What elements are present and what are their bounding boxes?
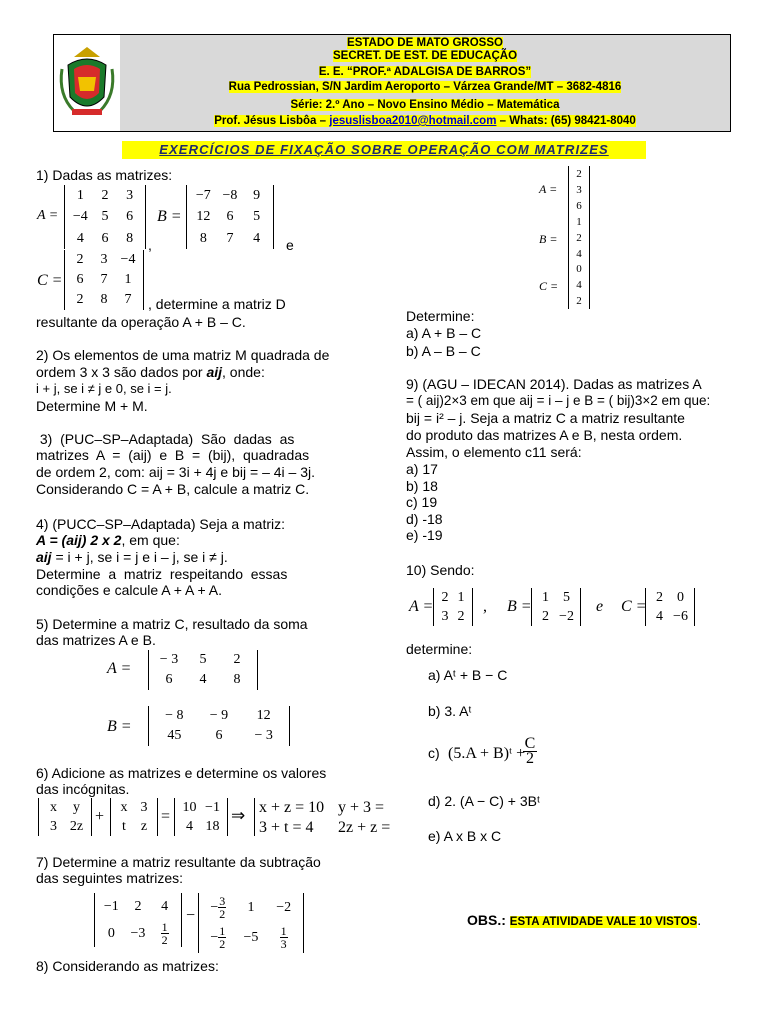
matrix-cell: 3	[100, 252, 108, 267]
matrix-left-bar	[94, 893, 95, 947]
matrix-cell: 1	[124, 272, 132, 287]
obs-text: ESTA ATIVIDADE VALE 10 VISTOS	[509, 916, 698, 928]
matrix-cell: 4	[576, 279, 582, 291]
q10-fraction-denominator: 2	[526, 750, 534, 767]
q3-line4: Considerando C = A + B, calcule a matriz C.	[36, 481, 310, 497]
matrix-right-bar	[227, 798, 228, 836]
matrix-cell: −4	[72, 209, 88, 225]
q9-line2: = ( aij)2×3 em que aij = i – j e B = ( bij)3×2 em que:	[406, 393, 711, 408]
q4-line4: Determine a matriz respeitando essas	[36, 566, 288, 582]
matrix-cell: 4	[199, 672, 207, 687]
matrix-cell: 2	[576, 295, 582, 307]
q7-matrix-2	[198, 893, 304, 953]
q10-fraction-numerator: C	[524, 735, 536, 752]
matrix-right-bar	[303, 893, 304, 953]
matrix-left-bar	[38, 798, 39, 836]
matrix-cell: 6	[576, 200, 582, 212]
matrix-cell: 2z	[69, 819, 84, 834]
matrix-cell: 6	[215, 728, 223, 743]
matrix-cell: −2	[559, 609, 574, 624]
matrix-right-bar	[157, 798, 158, 836]
header-address: Rua Pedrossian, S/N Jardim Aeroporto – Várzea Grande/MT – 3682-4816	[228, 81, 622, 93]
q2-line2: ordem 3 x 3 são dados por aij, onde:	[36, 364, 265, 380]
matrix-right-bar	[143, 250, 144, 310]
matrix-left-bar	[148, 706, 149, 746]
matrix-cell: 1	[457, 590, 465, 605]
matrix-cell: 8	[233, 672, 241, 687]
q9-option: e) -19	[406, 527, 443, 543]
q6-sys2b: 2z + z =	[338, 819, 391, 836]
q4-line1: 4) (PUCC–SP–Adaptada) Seja a matriz:	[36, 516, 285, 532]
matrix-cell: 6	[165, 672, 173, 687]
q8-vector-a	[568, 166, 590, 214]
q5-line2: das matrizes A e B.	[36, 632, 156, 648]
matrix-cell: 10	[182, 800, 197, 815]
matrix-cell: −1	[205, 800, 220, 815]
q1-intro: 1) Dadas as matrizes:	[36, 167, 173, 183]
q8-line1: 8) Considerando as matrizes:	[36, 958, 219, 974]
q5-label-b: B =	[107, 718, 132, 735]
q9-option: a) 17	[406, 461, 438, 477]
q6-line2: das incógnitas.	[36, 781, 130, 797]
q10-label-a: A =	[409, 598, 434, 615]
q1-comma: ,	[148, 237, 152, 253]
q3-line1: 3) (PUC–SP–Adaptada) São dadas as	[36, 431, 295, 447]
q6-matrix-1	[38, 798, 92, 836]
matrix-left-bar	[110, 798, 111, 836]
matrix-left-bar	[568, 214, 569, 262]
matrix-cell: z	[140, 819, 148, 834]
matrix-cell: −1	[103, 899, 119, 914]
matrix-cell: −6	[673, 609, 688, 624]
state-coat-of-arms-logo	[54, 35, 121, 131]
matrix-cell: 2	[101, 188, 109, 203]
matrix-right-bar	[472, 588, 473, 626]
matrix-cell: y	[73, 800, 80, 815]
q8-vector-b	[568, 214, 590, 262]
matrix-right-bar	[145, 185, 146, 249]
q3-line2: matrizes A = (aij) e B = (bij), quadradas	[36, 447, 310, 463]
q10-matrix-b	[531, 588, 581, 626]
matrix-cell: 8	[126, 230, 134, 246]
q1-matrix-b	[186, 185, 274, 249]
matrix-cell: −7	[195, 188, 211, 203]
obs-dot: .	[697, 912, 702, 928]
matrix-cell: x	[120, 800, 128, 815]
header-whatsapp: – Whats: (65) 98421-8040	[496, 115, 636, 127]
matrix-cell: 1	[542, 590, 549, 605]
matrix-cell: 4	[253, 230, 261, 246]
matrix-left-bar	[186, 185, 187, 249]
header-secretary: SECRET. DE EST. DE EDUCAÇÃO	[332, 50, 518, 62]
q4-line5: condições e calcule A + A + A.	[36, 582, 223, 598]
q10-determine: determine:	[406, 641, 473, 657]
q5-line1: 5) Determine a matriz C, resultado da soma	[36, 616, 308, 632]
matrix-cell: 3	[140, 800, 148, 815]
matrix-right-bar	[580, 588, 581, 626]
q10-label-b: B =	[507, 598, 532, 615]
matrix-cell: − 8	[165, 708, 184, 723]
matrix-cell: 3	[441, 609, 449, 624]
q1-matrix-a	[64, 185, 146, 249]
q9-option: c) 19	[406, 494, 438, 510]
q1-label-c: C =	[37, 272, 63, 289]
matrix-cell: 2	[542, 609, 549, 624]
matrix-cell: 2	[76, 292, 84, 307]
q2-line1: 2) Os elementos de uma matriz M quadrada de	[36, 347, 330, 363]
matrix-cell: 6	[101, 230, 109, 246]
q10-and: e	[596, 598, 604, 615]
matrix-cell: 2	[441, 590, 449, 605]
matrix-right-bar	[273, 185, 274, 249]
matrix-left-bar	[174, 798, 175, 836]
q5-matrix-b	[148, 706, 290, 746]
q8-label-c: C =	[539, 279, 559, 293]
matrix-cell: 45	[167, 728, 182, 743]
matrix-cell: 9	[253, 188, 261, 203]
q6-matrix-2	[110, 798, 158, 836]
matrix-cell: 0	[677, 590, 684, 605]
q7-minus: −	[186, 907, 196, 924]
matrix-right-bar	[589, 261, 590, 309]
matrix-left-bar	[568, 166, 569, 214]
matrix-cell: 3	[576, 184, 582, 196]
q10-item-a: a) Aᵗ + B − C	[428, 667, 508, 683]
q9-line4: do produto das matrizes A e B, nesta ordem.	[406, 427, 683, 443]
q9-line3: bij = i² – j. Seja a matriz C a matriz resultante	[406, 410, 685, 426]
q9-line5: Assim, o elemento c11 será:	[406, 444, 582, 460]
q1-matrix-c	[64, 250, 144, 310]
header-grade: Série: 2.º Ano – Novo Ensino Médio – Matemática	[290, 99, 560, 111]
q9-option: d) -18	[406, 510, 443, 527]
q4-line3: aij = i + j, se i = j e i – j, se i ≠ j.	[36, 549, 228, 565]
matrix-cell: − $\frac{1}{2}$	[210, 924, 226, 952]
q10-matrix-c	[645, 588, 695, 626]
header-state: ESTADO DE MATO GROSSO	[347, 37, 503, 49]
matrix-right-bar	[91, 798, 92, 836]
matrix-cell: $\frac{1}{2}$	[161, 920, 168, 948]
matrix-cell: 4	[656, 609, 663, 624]
matrix-cell: 0	[107, 926, 115, 941]
q8-determine: Determine:	[406, 308, 475, 324]
matrix-left-bar	[64, 250, 65, 310]
q10-item-c-fraction	[523, 737, 537, 766]
q7-line2: das seguintes matrizes:	[36, 870, 184, 886]
matrix-right-bar	[289, 706, 290, 746]
q8-label-a: A =	[539, 182, 558, 196]
matrix-cell: 4	[186, 819, 193, 834]
q6-plus: +	[95, 808, 105, 825]
matrix-cell: 12	[196, 209, 211, 225]
obs-label: OBS.:	[467, 912, 506, 928]
header-email-link[interactable]: jesuslisboa2010@hotmail.com	[329, 115, 497, 127]
matrix-cell: 1	[247, 900, 255, 915]
matrix-cell: 5	[101, 209, 109, 225]
q8-label-b: B =	[539, 232, 558, 246]
matrix-right-bar	[589, 214, 590, 262]
matrix-cell: 6	[226, 209, 234, 225]
q1-label-a: A =	[37, 208, 59, 223]
q7-line1: 7) Determine a matriz resultante da subtração	[36, 854, 321, 870]
matrix-cell: − 9	[209, 708, 229, 723]
matrix-cell: −4	[120, 252, 136, 267]
matrix-cell: − 3	[254, 728, 273, 743]
matrix-cell: 2	[656, 590, 663, 605]
q2-line4: Determine M + M.	[36, 398, 148, 414]
q1-end1: , determine a matriz D	[148, 296, 286, 312]
q9-option: b) 18	[406, 477, 438, 494]
matrix-left-bar	[198, 893, 199, 953]
q6-system-bar	[254, 798, 255, 836]
matrix-cell: 7	[226, 230, 234, 246]
q8-item-a: a) A + B – C	[406, 325, 482, 341]
q10-item-b: b) 3. Aᵗ	[428, 703, 472, 719]
matrix-right-bar	[589, 166, 590, 214]
q1-end2: resultante da operação A + B – C.	[36, 314, 246, 330]
q1-label-b: B =	[157, 208, 182, 225]
q1-and: e	[286, 237, 294, 253]
matrix-right-bar	[181, 893, 182, 947]
matrix-cell: 6	[126, 209, 134, 225]
matrix-left-bar	[433, 588, 434, 626]
matrix-cell: 5	[253, 209, 261, 225]
matrix-cell: 1	[576, 216, 582, 228]
matrix-cell: x	[50, 800, 57, 815]
q9-options	[406, 461, 443, 544]
matrix-cell: 4	[576, 248, 582, 260]
matrix-cell: 2	[457, 609, 465, 624]
q4-line2: A = (aij) 2 x 2, em que:	[36, 532, 180, 548]
q8-item-b: b) A – B – C	[406, 343, 481, 359]
matrix-cell: 1	[76, 188, 84, 203]
matrix-cell: 2	[576, 232, 582, 244]
q5-label-a: A =	[107, 660, 132, 677]
matrix-left-bar	[645, 588, 646, 626]
matrix-cell: −5	[243, 930, 259, 945]
q2-line3: i + j, se i ≠ j e 0, se i = j.	[36, 381, 172, 396]
q6-equals: =	[161, 808, 171, 825]
matrix-cell: 5	[563, 590, 570, 605]
q6-line1: 6) Adicione as matrizes e determine os valores	[36, 765, 327, 781]
q10-matrix-a	[433, 588, 473, 626]
matrix-cell: 8	[100, 292, 108, 307]
matrix-cell: 2	[233, 652, 241, 667]
matrix-cell: 6	[76, 272, 84, 287]
matrix-cell: −3	[130, 926, 146, 941]
matrix-cell: 7	[100, 272, 108, 287]
header-teacher: Prof. Jésus Lisbôa –	[214, 115, 330, 127]
matrix-cell: − 3	[159, 652, 179, 667]
q8-vector-c	[568, 261, 590, 309]
q9-line1: 9) (AGU – IDECAN 2014). Dadas as matrizes A	[406, 376, 702, 392]
matrix-cell: 0	[576, 263, 582, 275]
matrix-cell: 2	[76, 252, 84, 267]
header-school: E. E. “PROF.ª ADALGISA DE BARROS”	[318, 66, 532, 78]
matrix-cell: 18	[205, 819, 220, 834]
matrix-left-bar	[568, 261, 569, 309]
header-info	[120, 35, 730, 131]
q10-line1: 10) Sendo:	[406, 562, 475, 578]
obs-note	[467, 912, 701, 931]
q6-sys2a: 3 + t = 4	[259, 819, 314, 836]
matrix-cell: 5	[199, 652, 207, 667]
matrix-cell: 2	[576, 168, 582, 180]
matrix-left-bar	[64, 185, 65, 249]
page-title: EXERCÍCIOS DE FIXAÇÃO SOBRE OPERAÇÃO COM MATRIZES	[122, 141, 646, 159]
q3-line3: de ordem 2, com: aij = 3i + 4j e bij = – 4i – 3j.	[36, 464, 315, 480]
matrix-right-bar	[257, 650, 258, 690]
matrix-cell: 7	[124, 292, 132, 307]
matrix-cell: 3	[50, 819, 57, 834]
matrix-cell: t	[122, 819, 126, 834]
q6-sys1a: x + z = 10	[259, 799, 325, 816]
matrix-cell: $\frac{1}{3}$	[280, 924, 287, 952]
q5-matrix-a	[148, 650, 258, 690]
q7-matrix-1	[94, 893, 182, 947]
matrix-right-bar	[694, 588, 695, 626]
matrix-cell: −8	[222, 188, 238, 203]
header-box	[53, 34, 731, 132]
matrix-cell: − $\frac{3}{2}$	[210, 894, 226, 922]
q10-item-c-expr: (5.A + B)ᵗ +	[448, 745, 526, 762]
q6-sys1b: y + 3 =	[338, 799, 385, 816]
q6-implies: ⇒	[231, 806, 246, 825]
q6-matrix-3	[174, 798, 228, 836]
matrix-cell: 2	[134, 899, 142, 914]
matrix-cell: 4	[161, 899, 169, 914]
matrix-left-bar	[531, 588, 532, 626]
q10-item-c-label: c)	[428, 745, 440, 761]
matrix-cell: 3	[126, 188, 134, 203]
matrix-left-bar	[148, 650, 149, 690]
matrix-cell: 12	[256, 708, 271, 723]
matrix-cell: 8	[199, 230, 207, 246]
q10-label-c: C =	[621, 598, 647, 615]
q10-item-e: e) A x B x C	[428, 828, 502, 844]
matrix-cell: −2	[276, 900, 292, 915]
matrix-cell: 4	[76, 230, 84, 246]
q10-comma: ,	[483, 598, 487, 615]
q10-item-d: d) 2. (A − C) + 3Bᵗ	[428, 793, 541, 809]
